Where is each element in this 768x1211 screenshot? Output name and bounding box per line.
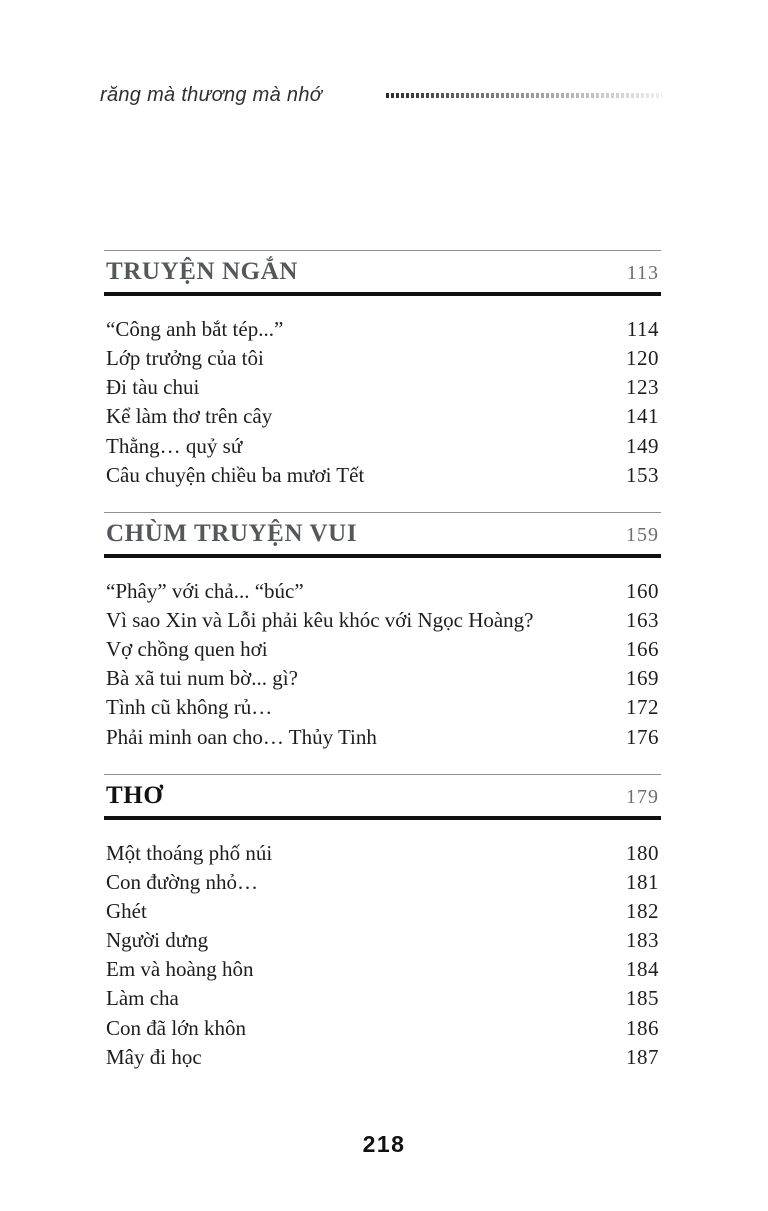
entry-page-number: 183: [626, 928, 659, 953]
toc-entry: [106, 957, 659, 986]
entry-title: Con đã lớn khôn: [106, 1015, 247, 1040]
toc-entry: [106, 434, 659, 463]
entry-title: Đi tàu chui: [106, 375, 200, 400]
entry-page-number: 163: [626, 607, 659, 632]
entry-title: Phải minh oan cho… Thủy Tinh: [106, 724, 377, 749]
entry-title: Vì sao Xin và Lỗi phải kêu khóc với Ngọc Hoàng?: [106, 607, 534, 632]
entry-title: “Công anh bắt tép...”: [106, 316, 284, 341]
toc-entry: [106, 1045, 659, 1074]
toc-section: [104, 512, 661, 754]
entry-page-number: 182: [626, 898, 659, 923]
entry-title: Kể làm thơ trên cây: [106, 404, 273, 429]
entry-title: Một thoáng phố núi: [106, 840, 273, 865]
entry-page-number: 187: [626, 1044, 659, 1069]
entry-page-number: 185: [626, 986, 659, 1011]
entry-page-number: 153: [626, 462, 659, 487]
section-page-number: 159: [626, 523, 659, 546]
entry-page-number: 180: [626, 840, 659, 865]
toc-entry: [106, 725, 659, 754]
entry-title: Vợ chồng quen hơi: [106, 637, 268, 661]
section-title: THƠ: [106, 781, 164, 809]
entry-title: Bà xã tui num bờ... gì?: [106, 666, 298, 691]
entry-page-number: 141: [626, 404, 659, 429]
entry-title: Thằng… quỷ sứ: [106, 433, 243, 458]
toc-section: [104, 774, 661, 1074]
toc-entry: [106, 404, 659, 433]
toc-entry: [106, 666, 659, 695]
toc-entry: [106, 317, 659, 346]
entry-title: Em và hoàng hôn: [106, 957, 254, 982]
entry-title: Mây đi học: [106, 1044, 202, 1069]
toc-entry: [106, 695, 659, 724]
page-number: 218: [362, 1131, 406, 1157]
running-header-title: răng mà thương mà nhớ: [100, 84, 323, 106]
page-footer: [0, 1131, 768, 1158]
section-entries: [104, 841, 661, 1075]
toc-entry: [106, 841, 659, 870]
section-header: [104, 774, 661, 820]
entry-title: Lớp trưởng của tôi: [106, 345, 264, 370]
section-page-number: 113: [626, 262, 659, 284]
table-of-contents: [104, 250, 661, 1094]
toc-section: [104, 250, 661, 492]
entry-page-number: 186: [626, 1015, 659, 1040]
toc-entry: [106, 375, 659, 404]
toc-entry: [106, 637, 659, 666]
entry-page-number: 176: [626, 724, 659, 749]
section-title: CHÙM TRUYỆN VUI: [106, 519, 358, 547]
entry-page-number: 169: [626, 666, 659, 691]
toc-entry: [106, 608, 659, 637]
toc-entry: [106, 899, 659, 928]
entry-page-number: 184: [626, 957, 659, 982]
toc-entry: [106, 870, 659, 899]
entry-title: Câu chuyện chiều ba mươi Tết: [106, 462, 365, 487]
section-title: TRUYỆN NGẮN: [106, 258, 299, 285]
entry-page-number: 123: [626, 375, 659, 400]
section-entries: [104, 579, 661, 754]
running-header: [100, 84, 662, 107]
toc-entry: [106, 579, 659, 608]
toc-entry: [106, 986, 659, 1015]
entry-page-number: 114: [626, 316, 659, 341]
dotted-rule: [386, 93, 662, 98]
toc-entry: [106, 463, 659, 492]
entry-title: Người dưng: [106, 928, 209, 953]
section-header: [104, 250, 661, 296]
entry-page-number: 172: [626, 695, 659, 720]
entry-title: Con đường nhỏ…: [106, 869, 258, 894]
entry-page-number: 160: [626, 578, 659, 603]
entry-page-number: 166: [626, 637, 659, 661]
entry-page-number: 181: [626, 869, 659, 894]
entry-title: Ghét: [106, 898, 147, 923]
entry-title: “Phây” với chả... “búc”: [106, 578, 304, 603]
toc-entry: [106, 928, 659, 957]
toc-entry: [106, 346, 659, 375]
entry-title: Tình cũ không rủ…: [106, 695, 273, 720]
toc-entry: [106, 1016, 659, 1045]
entry-title: Làm cha: [106, 986, 179, 1011]
section-entries: [104, 317, 661, 492]
section-header: [104, 512, 661, 558]
entry-page-number: 149: [626, 433, 659, 458]
entry-page-number: 120: [626, 345, 659, 370]
section-page-number: 179: [626, 785, 659, 808]
